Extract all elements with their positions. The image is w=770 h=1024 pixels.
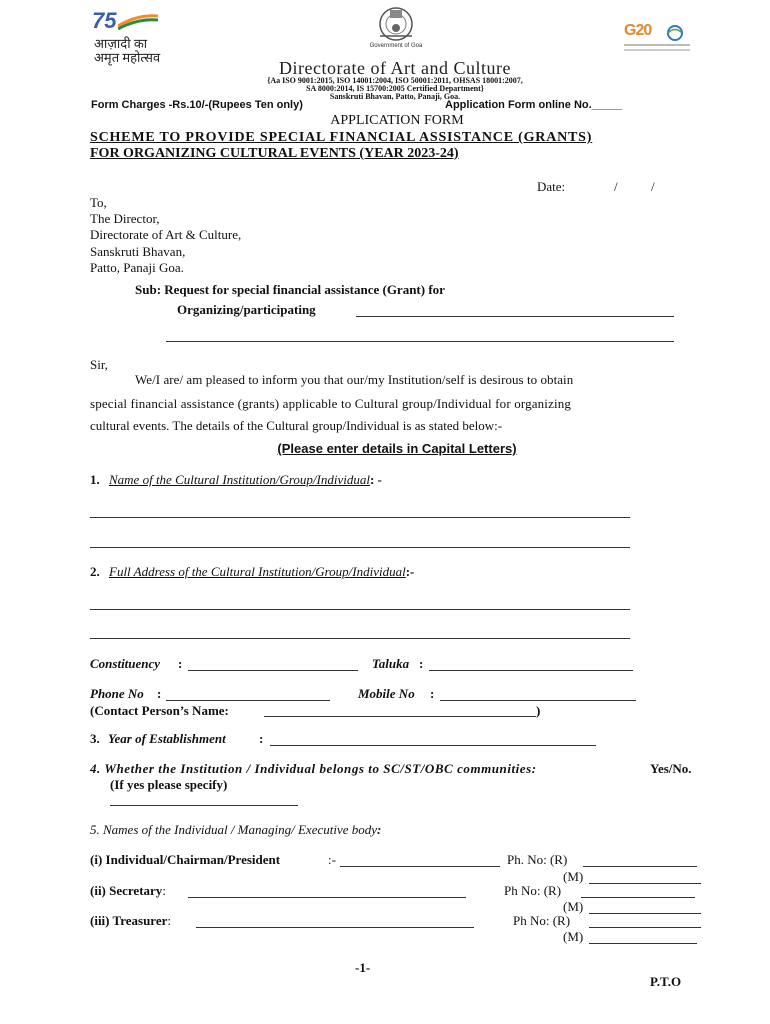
row-i-separator: :- [328, 852, 336, 867]
page-number: -1- [355, 960, 371, 975]
constituency-label: Constituency [90, 656, 161, 671]
flag-stripes-icon [118, 14, 158, 30]
certification-line-2: SA 8000:2014, IS 15700:2005 Certified Department} [306, 84, 484, 93]
subject-line-2: Organizing/participating [177, 302, 316, 317]
q2-label: Full Address of the Cultural Institution/Group/Individual [109, 564, 406, 579]
q2-suffix: :- [405, 564, 415, 579]
q1-blank-1[interactable] [90, 517, 630, 518]
department-title: Directorate of Art and Culture [279, 58, 511, 78]
mobile-label: Mobile No [358, 686, 415, 701]
q2-row [90, 564, 414, 580]
address-line-directorate: Directorate of Art & Culture, [90, 227, 242, 243]
recipient-address [90, 195, 241, 276]
q4-question: 4. Whether the Institution / Individual belongs to SC/ST/OBC communities: [90, 761, 537, 776]
q1-label: Name of the Cultural Institution/Group/Individual [109, 472, 370, 487]
contact-person-input[interactable] [264, 716, 536, 717]
president-phone-m-input[interactable] [589, 883, 701, 884]
logo-hindi-line-1: आज़ादी का [94, 36, 148, 51]
treasurer-name-input[interactable] [196, 927, 474, 928]
q3-label: Year of Establishment [108, 731, 226, 746]
g20-logo [620, 22, 700, 58]
row-iii-mobile-label: (M) [563, 929, 584, 944]
taluka-colon: : [419, 656, 424, 671]
q1-number: 1. [90, 472, 100, 487]
q2-number: 2. [90, 564, 100, 579]
row-ii-label-text: (ii) Secretary [90, 883, 163, 898]
address-line-to: To, [90, 195, 107, 210]
q5-label [90, 822, 381, 838]
row-i-phone-label: Ph. No: (R) [507, 852, 568, 867]
q1-suffix: : - [369, 472, 382, 487]
salutation: Sir, [90, 357, 108, 372]
q1-blank-2[interactable] [90, 547, 630, 548]
government-emblem [366, 6, 426, 52]
phone-input[interactable] [166, 700, 330, 701]
scheme-title-line-1: SCHEME TO PROVIDE SPECIAL FINANCIAL ASSISTANCE (GRANTS) [90, 130, 593, 145]
q5-label-text: 5. Names of the Individual / Managing/ Executive body [90, 822, 378, 837]
treasurer-phone-r-input[interactable] [589, 927, 701, 928]
president-name-input[interactable] [340, 866, 500, 867]
subject-line-1: Sub: Request for special financial assistance (Grant) for [135, 282, 445, 297]
address-line-bhavan: Sanskruti Bhavan, [90, 243, 186, 259]
subject-blank-2[interactable] [166, 341, 674, 342]
body-paragraph-line-2: special financial assistance (grants) applicable to Cultural group/Individual for organizing [90, 396, 572, 411]
secretary-phone-r-input[interactable] [581, 897, 695, 898]
g20-logo-text: G20 [624, 22, 652, 39]
address-line: Sanskruti Bhavan, Patto, Panaji, Goa. [329, 92, 461, 101]
row-iii-phone-label: Ph No: (R) [513, 913, 571, 928]
azadi-ka-amrit-mahotsav-logo [88, 8, 208, 64]
g20-subtext-bar [624, 44, 690, 46]
q5-colon: : [377, 822, 382, 837]
address-line-city: Patto, Panaji Goa. [90, 259, 184, 275]
header-banner [88, 6, 702, 101]
ashoka-emblem-icon [366, 6, 426, 44]
capital-letters-note: (Please enter details in Capital Letters) [277, 441, 517, 456]
row-iii-label: (iii) Treasurer: [90, 913, 172, 928]
mobile-colon: : [430, 686, 435, 701]
contact-person-label: (Contact Person’s Name: [90, 703, 229, 718]
q2-blank-1[interactable] [90, 609, 630, 610]
date-separator-1: / [614, 179, 618, 194]
row-ii-mobile-label: (M) [563, 899, 584, 914]
constituency-input[interactable] [188, 670, 358, 671]
q4-yes-no[interactable]: Yes/No. [650, 761, 692, 776]
president-phone-r-input[interactable] [583, 866, 697, 867]
secretary-name-input[interactable] [188, 897, 466, 898]
please-turn-over: P.T.O [650, 974, 682, 989]
mobile-input[interactable] [440, 700, 636, 701]
address-line-director: The Director, [90, 211, 160, 227]
row-iii-label-text: (iii) Treasurer [90, 913, 168, 928]
taluka-input[interactable] [429, 670, 633, 671]
application-form-online-no: Application Form online No._____ [445, 99, 623, 111]
q3-number: 3. [90, 731, 100, 746]
row-ii-label: (ii) Secretary: [90, 883, 166, 898]
subject-blank-1[interactable] [356, 316, 674, 317]
scheme-title-line-2: FOR ORGANIZING CULTURAL EVENTS (YEAR 2023-24) [90, 146, 459, 161]
q3-colon: : [259, 731, 264, 746]
certification-line-1: {Aa ISO 9001:2015, ISO 14001:2004, ISO 50001:2011, OHSAS 18001:2007, [267, 76, 523, 85]
logo-hindi-line-2: अमृत महोत्सव [94, 50, 161, 65]
lotus-globe-icon [664, 24, 686, 42]
date-label: Date: [537, 179, 566, 194]
form-title: APPLICATION FORM [330, 113, 464, 128]
phone-colon: : [157, 686, 162, 701]
treasurer-phone-m-input[interactable] [589, 943, 697, 944]
emblem-caption: Government of Goa [369, 43, 423, 49]
row-i-label: (i) Individual/Chairman/President [90, 852, 281, 867]
form-charges: Form Charges -Rs.10/-(Rupees Ten only) [91, 99, 303, 111]
secretary-phone-m-input[interactable] [589, 913, 701, 914]
taluka-label: Taluka [372, 656, 410, 671]
phone-label: Phone No [90, 686, 144, 701]
q2-blank-2[interactable] [90, 638, 630, 639]
logo-75-text: 75 [92, 8, 117, 33]
g20-subtext-bar-2 [624, 49, 690, 51]
constituency-colon: : [178, 656, 183, 671]
body-paragraph-line-3: cultural events. The details of the Cultural group/Individual is as stated below:- [90, 418, 503, 433]
row-ii-phone-label: Ph No: (R) [504, 883, 562, 898]
q4-specify-label: (If yes please specify) [110, 777, 228, 792]
q4-specify-input[interactable] [110, 805, 298, 806]
date-separator-2: / [651, 179, 655, 194]
body-paragraph-line-1: We/I are/ am pleased to inform you that our/my Institution/self is desirous to obtain [135, 372, 574, 387]
contact-person-close: ) [536, 703, 541, 718]
q1-row [90, 472, 382, 488]
year-of-establishment-input[interactable] [270, 745, 596, 746]
row-i-mobile-label: (M) [563, 869, 584, 884]
